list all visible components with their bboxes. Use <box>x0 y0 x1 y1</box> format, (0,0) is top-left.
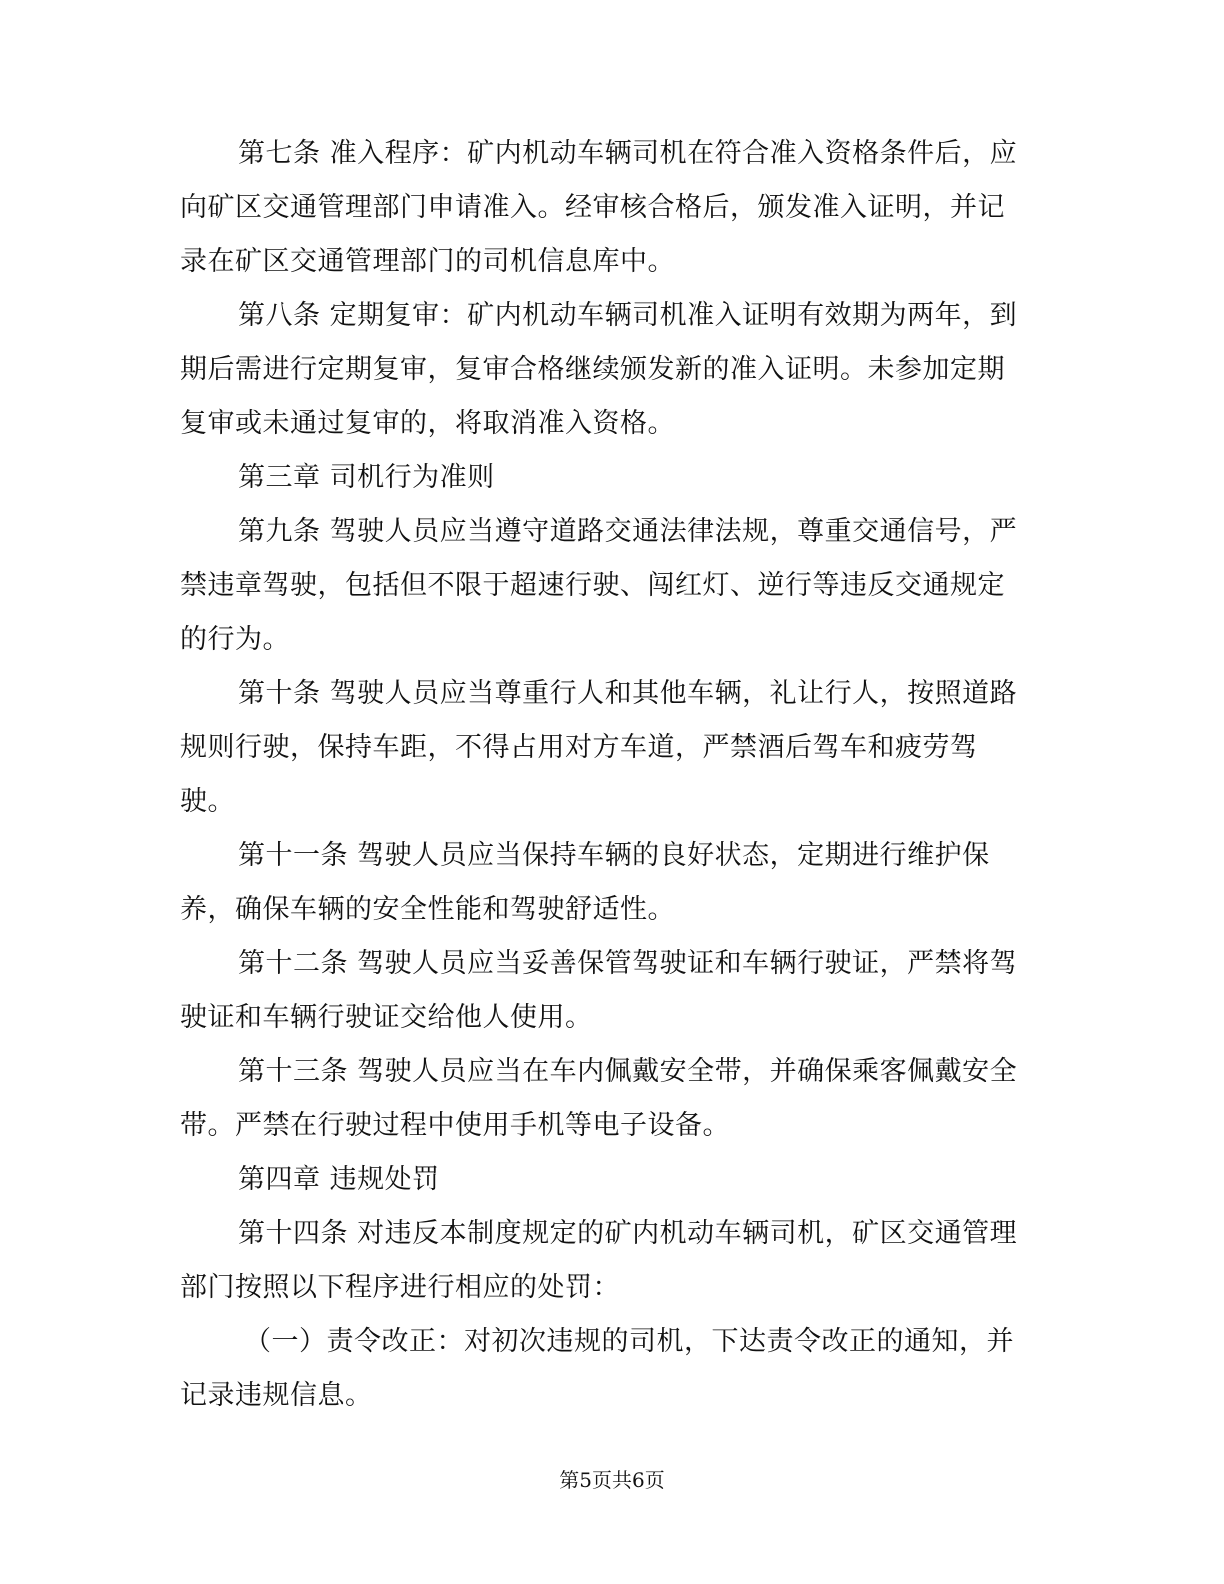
article-8-paragraph: 第八条 定期复审：矿内机动车辆司机准入证明有效期为两年，到期后需进行定期复审，复审合格继续颁发新的准入证明。未参加定期复审或未通过复审的，将取消准入资格。 <box>180 300 1018 439</box>
penalty-item-1: （一）责令改正：对初次违规的司机，下达责令改正的通知，并记录违规信息。 <box>180 1326 1014 1411</box>
chapter-3-heading: 第三章 司机行为准则 <box>238 462 495 493</box>
article-12-paragraph: 第十二条 驾驶人员应当妥善保管驾驶证和车辆行驶证，严禁将驾驶证和车辆行驶证交给他人使用。 <box>180 948 1018 1033</box>
document-body <box>180 127 1030 1423</box>
article-9-paragraph: 第九条 驾驶人员应当遵守道路交通法律法规，尊重交通信号，严禁违章驾驶，包括但不限于超速行驶、闯红灯、逆行等违反交通规定的行为。 <box>180 516 1018 655</box>
article-7-paragraph: 第七条 准入程序：矿内机动车辆司机在符合准入资格条件后，应向矿区交通管理部门申请准入。经审核合格后，颁发准入证明，并记录在矿区交通管理部门的司机信息库中。 <box>180 138 1018 277</box>
article-13-paragraph: 第十三条 驾驶人员应当在车内佩戴安全带，并确保乘客佩戴安全带。严禁在行驶过程中使用手机等电子设备。 <box>180 1056 1018 1141</box>
article-10-paragraph: 第十条 驾驶人员应当尊重行人和其他车辆，礼让行人，按照道路规则行驶，保持车距，不得占用对方车道，严禁酒后驾车和疲劳驾驶。 <box>180 678 1018 817</box>
page-number-footer: 第5页共6页 <box>559 1468 665 1492</box>
chapter-4-heading: 第四章 违规处罚 <box>238 1164 440 1195</box>
article-11-paragraph: 第十一条 驾驶人员应当保持车辆的良好状态，定期进行维护保养，确保车辆的安全性能和驾驶舒适性。 <box>180 840 990 925</box>
article-14-paragraph: 第十四条 对违反本制度规定的矿内机动车辆司机，矿区交通管理部门按照以下程序进行相应的处罚： <box>180 1218 1018 1303</box>
